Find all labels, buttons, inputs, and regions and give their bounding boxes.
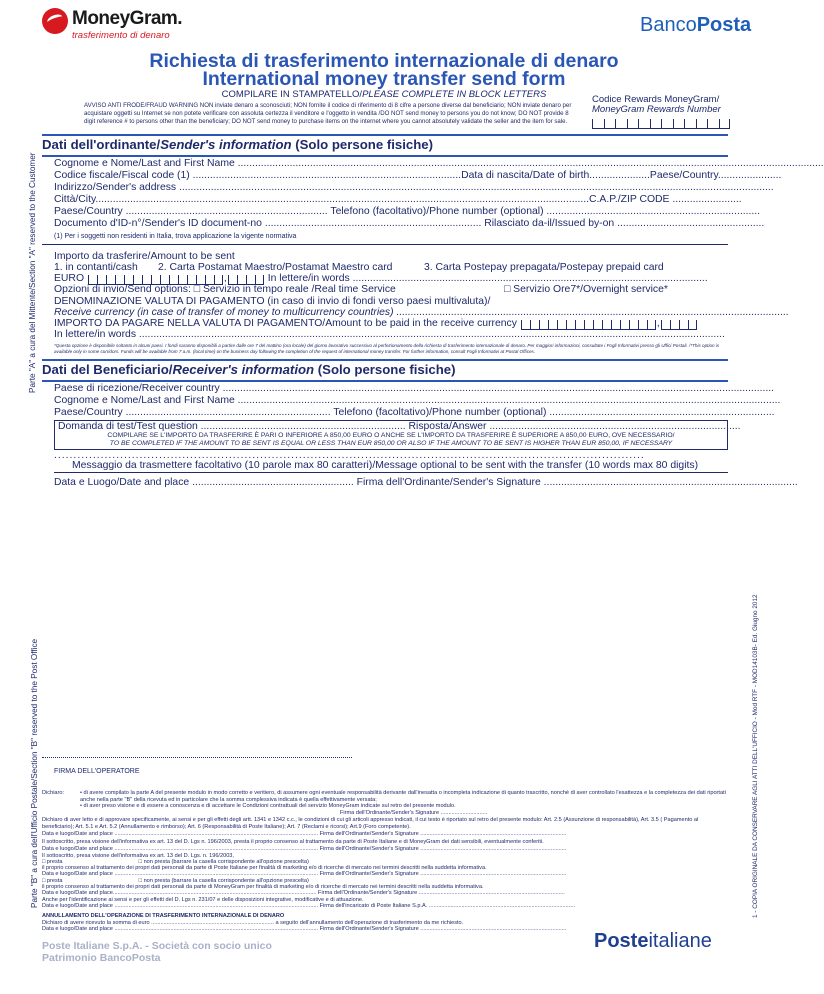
rewards-number-field[interactable] [592,119,730,129]
receiver-section-header: Dati del Beneficiario/Receiver's information (Solo persone fisiche) [42,362,456,377]
operator-signature-line[interactable] [42,757,352,758]
consent-marketing-poste: il proprio consenso al trattamento dei propri dati personali da parte di Poste Italiane per finalità di marketing e/o di ricerche di mercato nei termini descritti nella suddetta informativa. [42,865,487,871]
receiver-country-phone-field[interactable]: Paese/Country ....................................................................... Telefono (facoltativo)/Phone number (optional) .............................................................................. [54,407,775,418]
divider [42,359,728,361]
moneygram-logo-text: MoneyGram. [72,8,183,29]
rewards-label-it: Codice Rewards MoneyGram/ [592,94,720,105]
send-options-realtime[interactable]: Opzioni di invio/Send options: □ Servizio in tempo reale /Real time Service [54,284,396,295]
consent-sensitive: Il sottoscritto, presa visione dell'informativa ex art. 13 del D. Lgs n. 196/2003, presta il proprio consenso al trattamento da parte di Poste Italiane e di MoneyGram dei dati sensibili, eventualmente conferiti. [42,839,544,845]
company-patrimony: Patrimonio BancoPosta [42,952,161,964]
sender-address-field[interactable]: Indirizzo/Sender's address .............................................................................................................................................................................................................. [54,182,774,193]
consent-intro-1: Il sottoscritto, presa visione dell'informativa ex art. 13 del D. Lgs. n. 196/2003, [42,853,234,859]
amount-label: Importo da trasferire/Amount to be sent [54,251,235,262]
section-a-side-label: Parte "A" a cura del Mittente/Section "A" reserved to the Customer [28,152,37,393]
consent-choice-moneygram[interactable]: □ presta □ non presta (barrare la casella corrispondente all'opzione prescelta) [42,878,309,884]
consent-poste-signature[interactable]: Data e luogo/Date and place ................................................................................................................................... Firma dell'Ordinante/Sender's Signature .............................................................................................. [42,871,567,877]
divider [42,155,728,157]
sender-fiscal-code-field[interactable]: Codice fiscale/Fiscal code (1) .............................................................................................Data di nascita/Date of birth.....................Paese/Country...................... [54,170,782,181]
cancellation-amount[interactable]: Dichiaro di avere ricevuto la somma di euro ............................................................................... a seguito dell'annullamento dell'operazione di trasferimento da me richiesto. [42,920,464,926]
cancellation-header: ANNULLAMENTO DELL'OPERAZIONE DI TRASFERIMENTO INTERNAZIONALE DI DENARO [42,913,285,919]
message-label: Messaggio da trasmettere facoltativo (10 parole max 80 caratteri)/Message optional to be sent with the transfer (10 words max 80 digits) [72,460,699,471]
divider [42,380,728,382]
sender-name-field[interactable]: Cognome e Nome/Last and First Name ........................................................................................................................................................................................................... [54,158,824,169]
form-title-it: Richiesta di trasferimento internazionale di denaro [149,50,619,72]
block-letters-instruction: COMPILARE IN STAMPATELLO/PLEASE COMPLETE IN BLOCK LETTERS [221,89,547,100]
rewards-label-en: MoneyGram Rewards Number [592,104,721,115]
poste-officer-signature[interactable]: Data e luogo/Date and place ................................................................................................................................... Firma dell'incaricato di Poste Italiane S.p.A. .............................................................................................. [42,903,575,909]
identification-note: Anche per l'identificazione ai sensi e per gli effetti del D. Lgs n. 231/07 e delle disposizioni integrative, modificative e di attuazione. [42,897,364,903]
declaration-1: • di avere compilato la parte A del presente modulo in modo corretto e veritiero, di assumere ogni eventuale responsabilità derivante dall'inesatta o incompleta indicazione di quanto trascritto, nonché di aver controllato l'esattezza e la completezza dei dati riportati anche nella parte "B" della ricevuta ed in particolare che la somma complessiva indicata è quella effettivamente versata; [80,790,726,803]
receive-currency-field[interactable]: Receive currency (in case of transfer of money to multicurrency countries) ........................................................................................................................................ [54,307,790,318]
consent-choice-poste[interactable]: □ presta □ non presta (barrare la casella corrispondente all'opzione prescelta) [42,859,309,865]
consent-sensitive-signature[interactable]: Data e luogo/Date and place ................................................................................................................................... Firma dell'Ordinante/Sender's Signature .............................................................................................. [42,846,567,852]
test-question-note-it: COMPILARE SE L'IMPORTO DA TRASFERIRE È PARI O INFERIORE A 850,00 EURO O ANCHE SE L'IMPORTO DA TRASFERIRE È SUPERIORE A 850,00 EURO, OVE NECESSARIO/ [107,432,675,439]
receive-amount-field[interactable]: IMPORTO DA PAGARE NELLA VALUTA DI PAGAMENTO/Amount to be paid in the receive currency , [54,318,728,330]
payment-postamat-option[interactable]: 2. Carta Postamat Maestro/Postamat Maestro card [158,262,393,273]
declaration-label: Dichiaro: [42,790,65,796]
sender-country-phone-field[interactable]: Paese/Country ...................................................................... Telefono (facoltativo)/Phone number (optional) .......................................................................... [54,206,761,217]
operator-signature-label: FIRMA DELL'OPERATORE [54,768,140,775]
receiver-name-field[interactable]: Cognome e Nome/Last and First Name ............................................................................................................................................................................................ [54,395,781,406]
clauses-signature[interactable]: Data e luogo/Date and place ................................................................................................................................... Firma dell'Ordinante/Sender's Signature .............................................................................................. [42,831,567,837]
divider [42,244,728,245]
moneygram-logo-icon [42,8,68,34]
company-name: Poste Italiane S.p.A. - Società con socio unico [42,940,272,952]
test-question-note-en: TO BE COMPLETED IF THE AMOUNT TO BE SENT IS EQUAL OR LESS THAN EUR 850,00 OR ALSO IF THE AMOUNT TO BE SENT IS HIGHER THAN EUR 850,00, IF NECESSARY [109,440,673,447]
payment-postepay-option[interactable]: 3. Carta Postepay prepagata/Postepay prepaid card [424,262,664,273]
payment-cash-option[interactable]: 1. in contanti/cash [54,262,138,273]
moneygram-subtitle: trasferimento di denaro [72,30,170,41]
divider [42,134,728,136]
euro-amount-field[interactable]: EURO , In lettere/in words ........................................................................................................................... [54,273,708,284]
sender-city-field[interactable]: Città/City...........................................................................................................................................................................C.A.P./ZIP CODE ........................ [54,194,742,205]
declaration-signature[interactable]: Firma dell'Ordinante/Sender's Signature .............................. [340,810,488,816]
section-b-side-label: Parte "B" a cura dell'Ufficio Postale/Section "B" reserved to the Post Office [30,638,39,908]
sender-id-document-field[interactable]: Documento d'ID-n°/Sender's ID document-no ........................................................................... Rilasciato da-il/Issued by-on ................................................... [54,218,765,229]
declaration-clauses: Dichiaro di aver letto e di approvare specificamente, ai sensi e per gli effetti degli artt. 1341 e 1342 c.c., le condizioni di cui gli articoli appresso indicati, il cui testo è riportato sul retro del presente modulo: Art. 2.5 (Assunzione di responsabilità), Art. 3.5 ( Pagamento al beneficiario); Art. 5.1 e Art. 5.2 (Annullamento e rimborso); Art. 6 (Responsabilità di Poste Italiane); Art. 7 (Reclami e ricorsi); Art.9 (Foro competente). [42,817,699,830]
test-question-field[interactable]: Domanda di test/Test question ....................................................................... Risposta/Answer ....................................................................................... [58,421,741,432]
send-options-overnight[interactable]: □ Servizio Ore7*/Overnight service* [504,284,668,295]
fraud-warning: AVVISO ANTI FRODE/FRAUD WARNING NON inviate denaro a sconosciuti; NON fornite il codice di riferimento di 8 cifre a persone diverse dal beneficiario; NON inviate denaro per acquistare oggetti su Internet se non potete verificare con assoluta certezza il venditore e l'oggetto in vendita /DO NOT send money to persons you do not know; DO NOT provide 8 digit reference # to persons other than the beneficiary; DO NOT send money to purchase items on the internet where you cannot absolutely validate the seller and the item for sale. [84,102,572,125]
message-dots: ........................................................................................................................................................ [54,450,645,461]
sender-note: (1) Per i soggetti non residenti in Italia, trova applicazione la vigente normativa [54,233,297,240]
overnight-service-note: *Questa opzione è disponibile soltanto in alcuni paesi. I fondi saranno disponibili a partire dalle ore 7 del mattino (ora locale) del giorno lavorativo successivo al perfezionamento della richiesta di trasferimento internazionale di denaro. Per maggiori informazioni, consultate i Fogli Informativi presso gli Uffici Postali. /*This option is available only in some corridors. Funds will be available from 7 a.m. (local time) on the business day following the completion of the request of international money transfer. For further information, consult Fogli Informativi at Postal Offices. [54,343,720,354]
consent-moneygram-signature[interactable]: Data e luogo/Date and place................................................................................................................................... Firma dell'Ordinante/Sender's Signature .............................................................................................. [42,890,565,896]
bancoposta-logo: BancoPosta [640,14,752,36]
form-title-en: International money transfer send form [202,68,566,90]
receive-currency-label: DENOMINAZIONE VALUTA DI PAGAMENTO (in caso di invio di fondi verso paesi multivaluta)/ [54,296,491,307]
sender-section-header: Dati dell'ordinante/Sender's information (Solo persone fisiche) [42,137,433,152]
cancellation-signature[interactable]: Data e luogo/Date and place ................................................................................................................................... Firma dell'Ordinante/Sender's Signature .............................................................................................. [42,926,567,932]
receiver-country-field[interactable]: Paese di ricezione/Receiver country ............................................................................................................................................................................................... [54,383,775,394]
sender-signature-field[interactable]: Data e Luogo/Date and place ........................................................ Firma dell'Ordinante/Sender's Signature ........................................................................................ [54,477,798,488]
consent-marketing-moneygram: il proprio consenso al trattamento dei propri dati personali da parte di MoneyGram per finalità di marketing e/o di ricerche di mercato nei termini descritti nella suddetta informativa. [42,884,484,890]
receive-amount-words-field[interactable]: In lettere/in words ........................................................................................................................................................................................................... [54,329,725,340]
copy-side-label: 1 - COPIA ORIGINALE DA CONSERVARE AGLI ATTI DELL'UFFICIO - Mod RTF - MOD14103B- Ed. Giugno 2012 [752,594,759,918]
divider [54,472,728,473]
poste-italiane-logo: Posteitaliane [594,930,712,952]
declaration-2: • di aver preso visione e di essere a conoscenza e di accettare le Condizioni contrattuali del servizio MoneyGram indicate sul retro del presente modulo. [80,803,456,809]
